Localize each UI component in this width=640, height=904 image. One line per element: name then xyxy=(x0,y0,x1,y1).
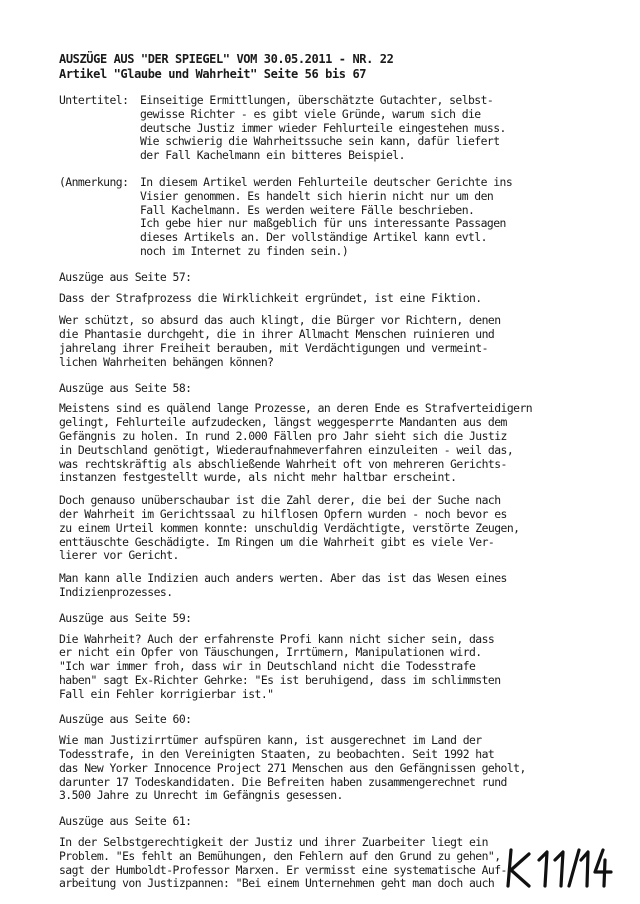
document-heading xyxy=(59,52,629,81)
text-line: Wer schützt, so absurd das auch klingt, die Bürger vor Richtern, denen xyxy=(59,313,501,328)
paragraph xyxy=(59,314,629,369)
subtitle-line: deutsche Justiz immer wieder Fehlurteile eingestehen muss. xyxy=(140,120,506,135)
text-line: Indizienprozesses. xyxy=(59,584,173,599)
text-line: die Phantasie durchgeht, die in ihrer Allmacht Menschen ruinieren und xyxy=(59,327,495,342)
text-line: Gefängnis zu holen. In rund 2.000 Fällen pro Jahr sieht sich die Justiz xyxy=(59,428,507,443)
heading-line-1: AUSZÜGE AUS "DER SPIEGEL" VOM 30.05.2011 - NR. 22 xyxy=(59,52,394,66)
text-line: haben" sagt Ex-Richter Gehrke: "Es ist beruhigend, dass im schlimmsten xyxy=(59,672,501,687)
text-line: arbeitung von Justizpannen: "Bei einem Unternehmen geht man doch auch xyxy=(59,876,495,891)
text-line: sagt der Humboldt-Professor Marxen. Er vermisst eine systematische Auf- xyxy=(59,862,507,877)
note-label: (Anmerkung: xyxy=(59,174,129,189)
text-line: Meistens sind es quälend lange Prozesse, an deren Ende es Strafverteidigern xyxy=(59,401,533,416)
subtitle-label: Untertitel: xyxy=(59,93,129,107)
subtitle-line: Wie schwierig die Wahrheitssuche sein kann, dafür liefert xyxy=(140,134,500,149)
section-heading-page-61: Auszüge aus Seite 61: xyxy=(59,814,192,829)
text-line: enttäuschte Geschädigte. Im Ringen um die Wahrheit gibt es viele Ver- xyxy=(59,534,495,549)
text-line: Wie man Justizirrtümer aufspüren kann, ist ausgerechnet im Land der xyxy=(59,733,482,748)
note-line: Ich gebe hier nur maßgeblich für uns interessante Passagen xyxy=(140,216,506,231)
note-line: Visier genommen. Es handelt sich hierin nicht nur um den xyxy=(140,188,494,203)
text-line: was rechtskräftig als abschließende Wahrheit oft von mehreren Gerichts- xyxy=(59,456,507,471)
handwritten-note xyxy=(503,842,613,890)
heading-line-2: Artikel "Glaube und Wahrheit" Seite 56 bis 67 xyxy=(59,66,367,81)
subtitle-line: der Fall Kachelmann ein bitteres Beispiel. xyxy=(140,148,405,163)
text-line: 3.500 Jahre zu Unrecht im Gefängnis gesessen. xyxy=(59,788,343,803)
subtitle-line: Einseitige Ermittlungen, überschätzte Gutachter, selbst- xyxy=(140,93,494,107)
text-line: gelingt, Fehlurteile aufzudecken, längst weggesperrte Mandanten aus dem xyxy=(59,415,507,430)
section-heading-page-59: Auszüge aus Seite 59: xyxy=(59,610,192,625)
note-line: Fall Kachelmann. Es werden weitere Fälle beschrieben. xyxy=(140,202,475,217)
note-line: In diesem Artikel werden Fehlurteile deutscher Gerichte ins xyxy=(140,174,513,189)
text-line: lichen Wahrheiten behängen können? xyxy=(59,354,274,369)
text-line: "Ich war immer froh, dass wir in Deutschland nicht die Todesstrafe xyxy=(59,659,476,674)
text-line: Todesstrafe, in den Vereinigten Staaten, zu beobachten. Seit 1992 hat xyxy=(59,747,495,762)
note-line: dieses Artikels an. Der vollständige Artikel kann evtl. xyxy=(140,230,487,245)
text-line: darunter 17 Todeskandidaten. Die Befreiten haben zusammengerechnet rund xyxy=(59,774,507,789)
text-line: Problem. "Es fehlt an Bemühungen, den Fehlern auf den Grund zu gehen", xyxy=(59,848,501,863)
text-line: Fall ein Fehler korrigierbar ist." xyxy=(59,686,274,701)
text-line: lierer vor Gericht. xyxy=(59,548,179,563)
paragraph xyxy=(59,494,629,563)
text-line: jahrelang ihrer Freiheit berauben, mit Verdächtigungen und vermeint- xyxy=(59,340,488,355)
subtitle-text xyxy=(140,94,629,163)
note-line: noch im Internet zu finden sein.) xyxy=(140,243,349,258)
text-line: Dass der Strafprozess die Wirklichkeit ergründet, ist eine Fiktion. xyxy=(59,290,482,305)
paragraph xyxy=(59,734,629,803)
text-line: zu einem Urteil kommen konnte: unschuldig Verdächtigte, verstörte Zeugen, xyxy=(59,520,520,535)
section-heading-page-60: Auszüge aus Seite 60: xyxy=(59,712,192,727)
subtitle-block xyxy=(59,94,629,163)
text-line: Die Wahrheit? Auch der erfahrenste Profi kann nicht sicher sein, dass xyxy=(59,631,495,646)
section-heading-page-58: Auszüge aus Seite 58: xyxy=(59,380,192,395)
paragraph xyxy=(59,402,629,485)
text-line: er nicht ein Opfer von Täuschungen, Irrtümern, Manipulationen wird. xyxy=(59,645,482,660)
subtitle-line: gewisse Richter - es gibt viele Gründe, warum sich die xyxy=(140,106,481,121)
paragraph xyxy=(59,633,629,702)
text-line: In der Selbstgerechtigkeit der Justiz und ihrer Zuarbeiter liegt ein xyxy=(59,835,488,850)
paragraph xyxy=(59,572,629,600)
document-page xyxy=(59,52,629,891)
text-line: in Deutschland genötigt, Wiederaufnahmeverfahren einzuleiten - weil das, xyxy=(59,442,514,457)
text-line: der Wahrheit im Gerichtssaal zu hilflosen Opfern wurden - noch bevor es xyxy=(59,506,507,521)
text-line: Doch genauso unüberschaubar ist die Zahl derer, die bei der Suche nach xyxy=(59,493,501,508)
text-line: das New Yorker Innocence Project 271 Menschen aus den Gefängnissen geholt, xyxy=(59,760,526,775)
text-line: Man kann alle Indizien auch anders werten. Aber das ist das Wesen eines xyxy=(59,571,507,586)
section-heading-page-57: Auszüge aus Seite 57: xyxy=(59,269,192,284)
note-text xyxy=(140,176,629,259)
note-block xyxy=(59,176,629,259)
paragraph xyxy=(59,292,629,306)
text-line: instanzen festgestellt wurde, als nicht mehr haltbar erscheint. xyxy=(59,470,457,485)
